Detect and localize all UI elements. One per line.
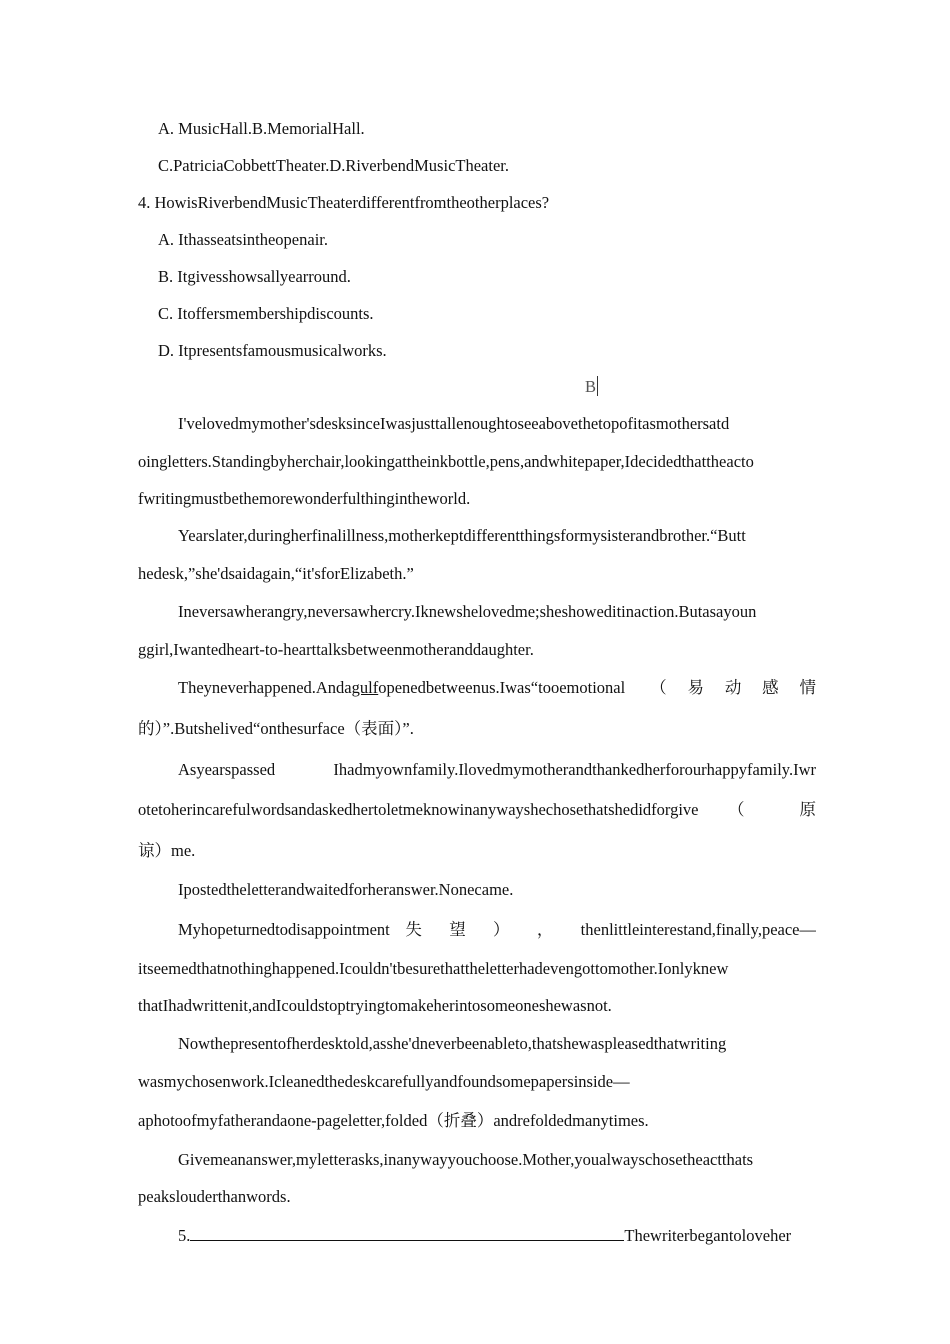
passage-p8-line-2: wasmychosenwork.Icleanedthedeskcarefullyandfoundsomepapersinside— [138,1072,630,1091]
passage-p4-text-a: Theyneverhappened.Anda [178,678,352,697]
text-cursor [597,376,598,396]
passage-p9-line-2: peakslouderthanwords. [138,1187,291,1206]
underlined-word-gulf: gulf [351,678,379,697]
passage-p5-line-2: otetoherincarefulwordsandaskedhertoletmeknowinanywayshechosethatshedidforgive （ 原 [138,800,816,819]
passage-p1-line-3: fwritingmustbethemorewonderfulthingintheworld. [138,489,471,508]
passage-p7-line-2: itseemedthatnothinghappened.Icouldn'tbesurethattheletterhadevengottomother.Ionlyknew [138,959,729,978]
passage-p5-line-1: Asyearspassed Ihadmyownfamily.Ilovedmymotherandthankedherforourhappyfamily.Iwr [178,760,816,779]
passage-p4-line-2: 的）”.Butshelived“onthesurface（表面）”. [138,719,414,738]
question-4-stem: 4. HowisRiverbendMusicTheaterdifferentfromtheotherplaces? [138,193,550,212]
question-4-option-d: D. Itpresentsfamousmusicalworks. [158,341,387,360]
passage-p8-line-3: aphotoofmyfatherandaone-pageletter,folded（折叠）andrefoldedmanytimes. [138,1111,649,1130]
passage-p4-text-b: openedbetweenus.Iwas“tooemotional （易动感情 [378,678,816,697]
passage-p1-line-1: I'velovedmymother'sdesksinceIwasjusttallenoughtoseeabovethetopofitasmothersatd [178,414,730,433]
answer-blank[interactable] [190,1226,624,1241]
passage-p6-line-1: Ipostedtheletterandwaitedforheranswer.Nonecame. [178,880,514,899]
question-5-line [178,1225,816,1247]
section-b-title-text: B [585,377,597,396]
question-4-option-c: C. Itoffersmembershipdiscounts. [158,304,374,323]
passage-p1-line-2: oingletters.Standingbyherchair,lookingattheinkbottle,pens,andwhitepaper,Idecidedthattheacto [138,452,754,471]
passage-p8-line-1: Nowthepresentofherdesktold,asshe'dneverbeenableto,thatshewaspleasedthatwriting [178,1034,727,1053]
q3-options-line-2: C.PatriciaCobbettTheater.D.RiverbendMusicTheater. [158,156,509,175]
passage-p3-line-2: ggirl,Iwantedheart-to-hearttalksbetweenmotheranddaughter. [138,640,534,659]
q3-options-line-1: A. MusicHall.B.MemorialHall. [158,119,365,138]
question-4-option-b: B. Itgivesshowsallyearround. [158,267,351,286]
passage-p3-line-1: Ineversawherangry,neversawhercry.Iknewshelovedme;sheshoweditinaction.Butasayoun [178,602,757,621]
question-5-text: Thewriterbegantoloveher [624,1226,792,1245]
passage-p7-line-3: thatIhadwrittenit,andIcouldstoptryingtomakeherintosomeoneshewasnot. [138,996,612,1015]
question-4-option-a: A. Ithasseatsintheopenair. [158,230,328,249]
passage-p4-line-1 [178,677,816,699]
passage-p7-line-1: Myhopeturnedtodisappointment 失 望 ） ， thenlittleinterestand,finally,peace— [178,920,816,939]
passage-p2-line-2: hedesk,”she'dsaidagain,“it'sforElizabeth.” [138,564,414,583]
passage-p2-line-1: Yearslater,duringherfinalillness,motherkeptdifferentthingsformysisterandbrother.“Butt [178,526,746,545]
question-5-number: 5. [178,1226,191,1245]
passage-p9-line-1: Givemeananswer,myletterasks,inanywayyouchoose.Mother,youalwayschosetheactthats [178,1150,754,1169]
passage-p5-line-3: 谅）me. [138,841,196,860]
section-b-title [585,376,598,398]
